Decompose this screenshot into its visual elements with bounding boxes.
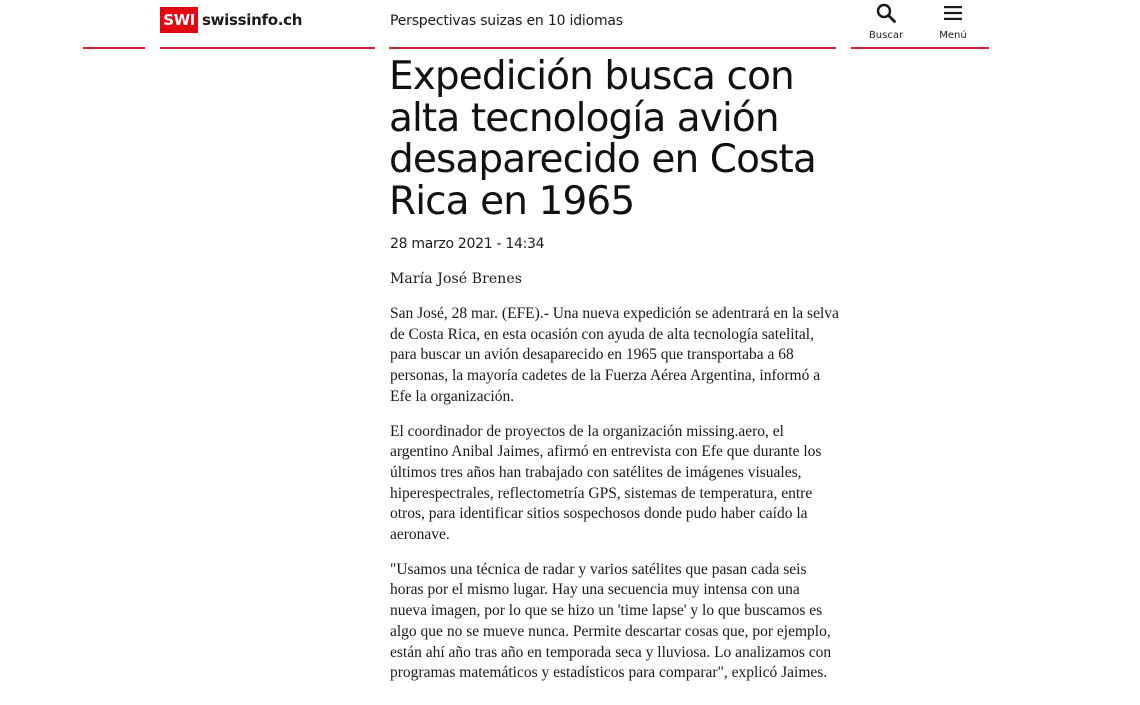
hamburger-menu-icon bbox=[942, 2, 964, 24]
search-label: Buscar bbox=[868, 30, 904, 41]
header-rule-main bbox=[389, 47, 836, 49]
header-rule-logo bbox=[160, 47, 375, 49]
site-tagline: Perspectivas suizas en 10 idiomas bbox=[390, 13, 623, 29]
article-body bbox=[390, 304, 840, 698]
article-paragraph: "Usamos una técnica de radar y varios satélites que pasan cada seis horas por el mismo lugar. Hay una secuencia muy intensa con una nueva imagen, por lo que se hizo un 'time lapse' y lo que buscamos es algo que no se mueve nunca. Permite descartar cosas que, por ejemplo, están ahí año tras año en temporada seca y lluviosa. Lo analizamos con programas matemáticos y estadísticos para comparar", explicó Jaimes. bbox=[390, 560, 832, 682]
search-button[interactable] bbox=[864, 2, 908, 41]
article-date: 28 marzo 2021 - 14:34 bbox=[390, 236, 545, 252]
swi-logo-badge: SWI bbox=[160, 7, 198, 33]
search-icon bbox=[875, 2, 897, 24]
article-paragraph: El coordinador de proyectos de la organización missing.aero, el argentino Anibal Jaimes, afirmó en entrevista con Efe que durante los últimos tres años han trabajado con satélites de imágenes visuales, hiperespectrales, reflectometría GPS, sistemas de temperatura, entre otros, para identificar sitios sospechosos donde pudo haber caído la aeronave. bbox=[390, 422, 822, 544]
swissinfo-wordmark: swissinfo.ch bbox=[202, 11, 303, 29]
article-paragraph: San José, 28 mar. (EFE).- Una nueva expedición se adentrará en la selva de Costa Rica, en esta ocasión con ayuda de alta tecnología satelital, para buscar un avión desaparecido en 1965 que transportaba a 68 personas, la mayoría cadetes de la Fuerza Aérea Argentina, informó a Efe la organización. bbox=[390, 305, 839, 405]
menu-label: Menú bbox=[939, 30, 967, 41]
menu-button[interactable] bbox=[931, 2, 975, 41]
header-rule-right bbox=[851, 47, 989, 49]
swissinfo-logo[interactable] bbox=[160, 7, 302, 33]
header-rule-left bbox=[83, 47, 145, 49]
article-headline: Expedición busca con alta tecnología avión desaparecido en Costa Rica en 1965 bbox=[389, 54, 816, 224]
article-author: María José Brenes bbox=[390, 271, 523, 287]
